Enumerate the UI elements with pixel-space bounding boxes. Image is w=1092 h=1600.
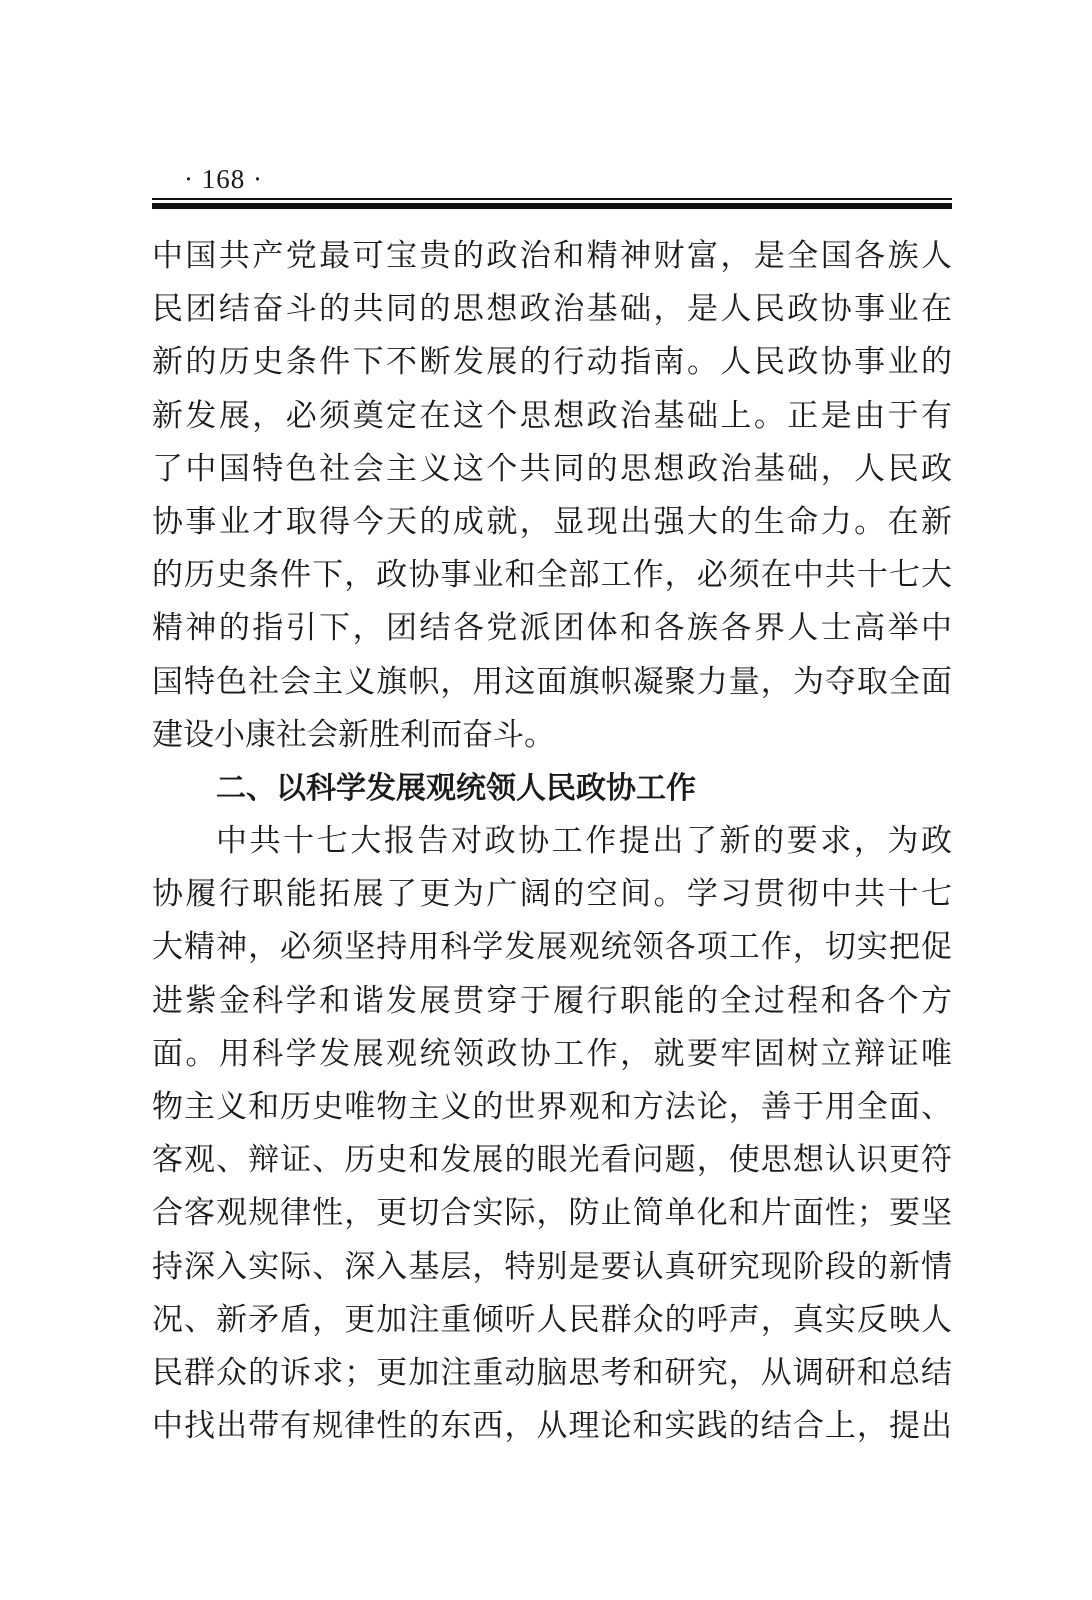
text-line: 的历史条件下，政协事业和全部工作，必须在中共十七大 xyxy=(152,557,952,594)
text-line: 新的历史条件下不断发展的行动指南。人民政协事业的 xyxy=(152,344,952,381)
page-number: · 168 · xyxy=(184,164,263,194)
text-line: 建设小康社会新胜利而奋斗。 xyxy=(152,716,555,753)
text-line: 民群众的诉求；更加注重动脑思考和研究，从调研和总结 xyxy=(152,1354,952,1391)
text-line: 大精神，必须坚持用科学发展观统领各项工作，切实把促 xyxy=(152,929,952,966)
text-line: 物主义和历史唯物主义的世界观和方法论，善于用全面、 xyxy=(152,1089,952,1125)
text-line: 进紫金科学和谐发展贯穿于履行职能的全过程和各个方 xyxy=(152,982,952,1019)
text-line: 持深入实际、深入基层，特别是要认真研究现阶段的新情 xyxy=(152,1248,952,1285)
header-rule-thin xyxy=(152,198,952,200)
text-line: 协事业才取得今天的成就，显现出强大的生命力。在新 xyxy=(152,503,952,540)
body-text xyxy=(152,230,952,1453)
text-line: 客观、辩证、历史和发展的眼光看问题，使思想认识更符 xyxy=(152,1142,952,1179)
text-line: 中找出带有规律性的东西，从理论和实践的结合上，提出 xyxy=(152,1408,952,1445)
text-line: 合客观规律性，更切合实际，防止简单化和片面性；要坚 xyxy=(152,1195,952,1232)
text-line: 面。用科学发展观统领政协工作，就要牢固树立辩证唯 xyxy=(152,1035,952,1072)
text-line: 中共十七大报告对政协工作提出了新的要求，为政 xyxy=(216,823,952,860)
text-line: 民团结奋斗的共同的思想政治基础，是人民政协事业在 xyxy=(152,291,952,328)
text-line: 协履行职能拓展了更为广阔的空间。学习贯彻中共十七 xyxy=(152,876,952,913)
text-line: 新发展，必须奠定在这个思想政治基础上。正是由于有 xyxy=(152,397,952,434)
section-heading: 二、以科学发展观统领人民政协工作 xyxy=(216,770,696,806)
text-line: 精神的指引下，团结各党派团体和各族各界人士高举中 xyxy=(152,610,952,647)
text-line: 况、新矛盾，更加注重倾听人民群众的呼声，真实反映人 xyxy=(152,1301,952,1338)
header-rule-thick xyxy=(152,203,952,209)
text-line: 国特色社会主义旗帜，用这面旗帜凝聚力量，为夺取全面 xyxy=(152,663,952,700)
text-line: 了中国特色社会主义这个共同的思想政治基础，人民政 xyxy=(152,450,952,487)
page-header xyxy=(152,160,952,212)
text-line: 中国共产党最可宝贵的政治和精神财富，是全国各族人 xyxy=(152,238,952,274)
